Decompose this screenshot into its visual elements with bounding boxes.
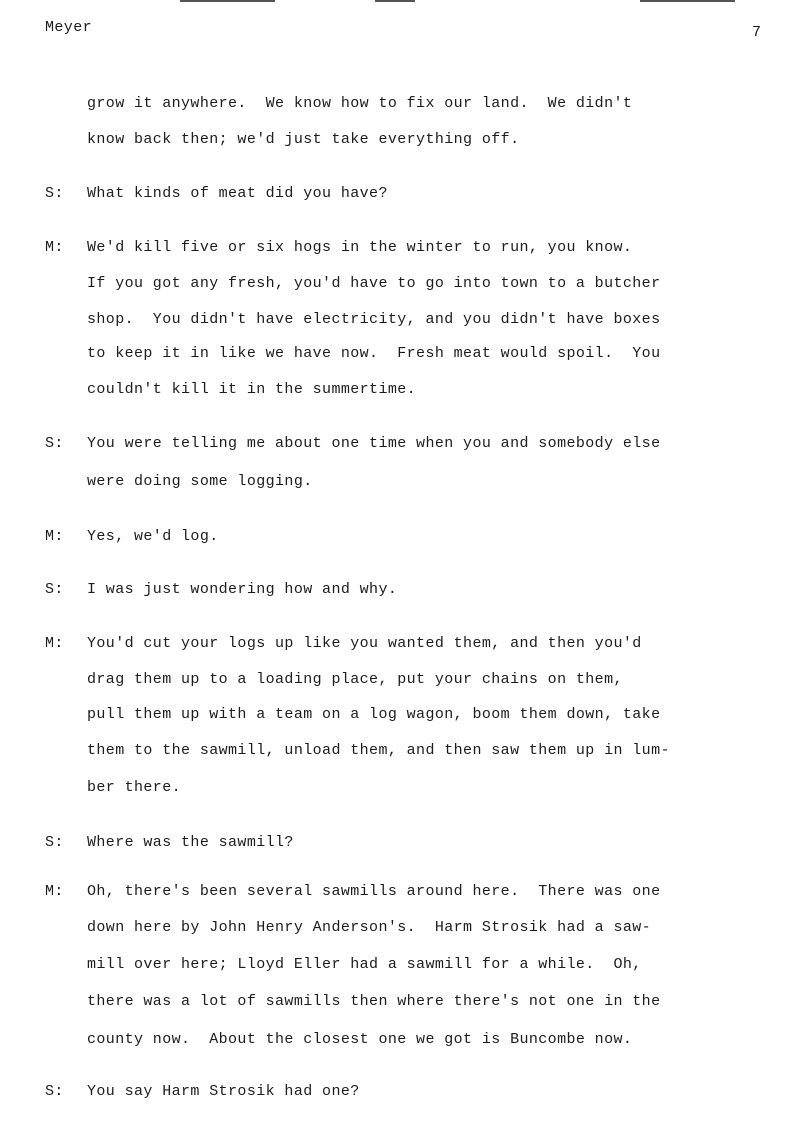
speaker-label: S: bbox=[45, 581, 64, 598]
transcript-line: Oh, there's been several sawmills around here. There was one bbox=[87, 883, 661, 900]
transcript-line: know back then; we'd just take everything off. bbox=[87, 131, 520, 148]
transcript-line: Yes, we'd log. bbox=[87, 528, 219, 545]
page-number: 7 bbox=[752, 24, 762, 41]
transcript-line: county now. About the closest one we got is Buncombe now. bbox=[87, 1031, 633, 1048]
speaker-label: S: bbox=[45, 185, 64, 202]
transcript-line: I was just wondering how and why. bbox=[87, 581, 398, 598]
scan-artifact bbox=[180, 0, 275, 2]
transcript-line: drag them up to a loading place, put your chains on them, bbox=[87, 671, 623, 688]
speaker-label: M: bbox=[45, 239, 64, 256]
transcript-line: ber there. bbox=[87, 779, 182, 796]
scan-artifact bbox=[375, 0, 415, 2]
transcript-line: grow it anywhere. We know how to fix our land. We didn't bbox=[87, 95, 633, 112]
transcript-line: What kinds of meat did you have? bbox=[87, 185, 388, 202]
transcript-line: shop. You didn't have electricity, and you didn't have boxes bbox=[87, 311, 661, 328]
transcript-line: to keep it in like we have now. Fresh meat would spoil. You bbox=[87, 345, 661, 362]
header-name: Meyer bbox=[45, 19, 93, 36]
transcript-line: mill over here; Lloyd Eller had a sawmill for a while. Oh, bbox=[87, 956, 642, 973]
transcript-line: Where was the sawmill? bbox=[87, 834, 294, 851]
transcript-line: down here by John Henry Anderson's. Harm Strosik had a saw- bbox=[87, 919, 652, 936]
speaker-label: S: bbox=[45, 834, 64, 851]
transcript-line: them to the sawmill, unload them, and then saw them up in lum- bbox=[87, 742, 670, 759]
transcript-line: couldn't kill it in the summertime. bbox=[87, 381, 417, 398]
transcript-line: You'd cut your logs up like you wanted them, and then you'd bbox=[87, 635, 642, 652]
speaker-label: S: bbox=[45, 435, 64, 452]
transcript-line: If you got any fresh, you'd have to go into town to a butcher bbox=[87, 275, 661, 292]
transcript-line: were doing some logging. bbox=[87, 473, 313, 490]
transcript-line: We'd kill five or six hogs in the winter to run, you know. bbox=[87, 239, 633, 256]
speaker-label: S: bbox=[45, 1083, 64, 1100]
speaker-label: M: bbox=[45, 883, 64, 900]
transcript-line: there was a lot of sawmills then where there's not one in the bbox=[87, 993, 661, 1010]
speaker-label: M: bbox=[45, 635, 64, 652]
speaker-label: M: bbox=[45, 528, 64, 545]
transcript-line: You say Harm Strosik had one? bbox=[87, 1083, 360, 1100]
transcript-line: You were telling me about one time when you and somebody else bbox=[87, 435, 661, 452]
transcript-line: pull them up with a team on a log wagon, boom them down, take bbox=[87, 706, 661, 723]
scan-artifact bbox=[640, 0, 735, 2]
